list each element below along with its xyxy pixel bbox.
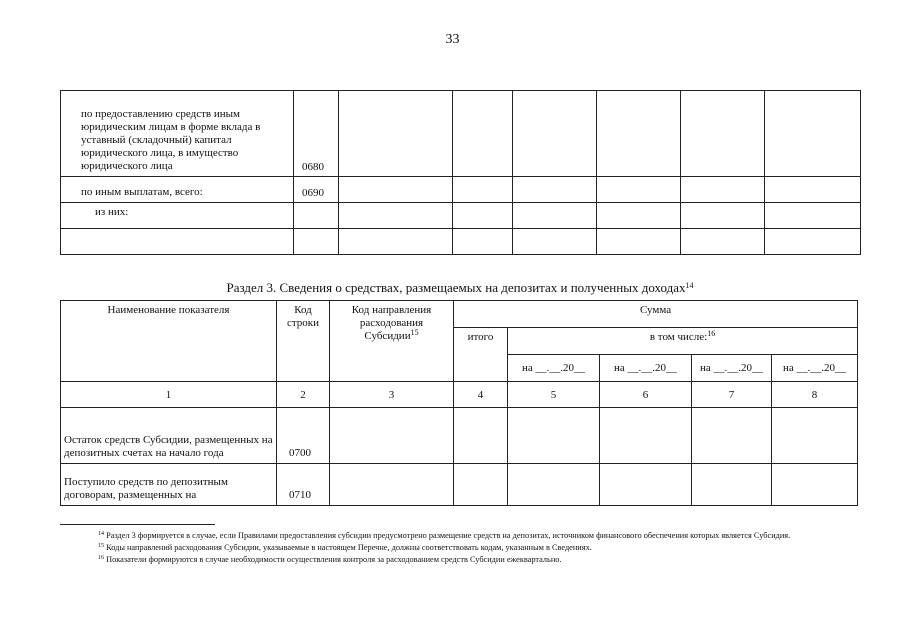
column-number: 6 [600,382,692,408]
footnote-ref: 14 [685,281,694,290]
row-label [61,229,294,255]
page-number: 33 [445,32,460,47]
column-number: 5 [508,382,600,408]
column-number: 3 [330,382,454,408]
row-code: 0680 [294,91,339,177]
header-row [61,301,858,328]
row-code [294,229,339,255]
footnote: $^{15}$ Коды направлений расходования Субсидии, указываемые в настоящем Перечне, должны соответствовать кодам, указанным в Сведениях. [98,543,592,552]
expenses-table-continuation [60,90,861,255]
column-number: 1 [61,382,277,408]
table-row [61,464,858,506]
row-code: 0690 [294,177,339,203]
row-label: по иным выплатам, всего: [61,177,294,203]
header-date: на __.__.20__ [772,355,858,382]
deposits-table [60,300,858,506]
footnote-ref: 16 [707,329,716,338]
table-row [61,408,858,464]
footnote: $^{14}$ Раздел 3 формируется в случае, если Правилами предоставления субсидии предусмотрено размещение средств на депозитах, источником финансового обеспечения которых является Субсидия. [98,531,791,540]
row-code: 0700 [277,408,330,464]
header-direction: Код направления расходования Субсидии$^{15}$ [330,301,454,382]
header-sum: Сумма [454,301,858,328]
section-title: Раздел 3. Сведения о средствах, размещаемых на депозитах и полученных доходах$^{14}$ [226,280,694,295]
column-numbers-row [61,382,858,408]
footnotes [60,530,858,566]
column-number: 2 [277,382,330,408]
row-label: по предоставлению средств иным юридическим лицам в форме вклада в уставный (складочный) капитал юридического лица, в имущество юридического лица [61,91,294,177]
footnote: $^{16}$ Показатели формируются в случае необходимости осуществления контроля за расходованием средств Субсидии ежеквартально. [98,555,562,564]
column-number: 4 [454,382,508,408]
header-including: в том числе:$^{16}$ [508,328,858,355]
header-name: Наименование показателя [61,301,277,382]
header-code: Код строки [277,301,330,382]
column-number: 7 [692,382,772,408]
row-label: из них: [61,203,294,229]
header-date: на __.__.20__ [600,355,692,382]
header-date: на __.__.20__ [692,355,772,382]
table-row [61,91,861,177]
row-label: Остаток средств Субсидии, размещенных на депозитных счетах на начало года [61,408,277,464]
footnote-ref: 15 [410,328,419,337]
header-date: на __.__.20__ [508,355,600,382]
footnote-separator [60,524,215,525]
row-label: Поступило средств по депозитным договорам, размещенных на [61,464,277,506]
row-code [294,203,339,229]
table-row [61,229,861,255]
row-code: 0710 [277,464,330,506]
header-total: итого [454,328,508,382]
column-number: 8 [772,382,858,408]
table-row [61,203,861,229]
table-row [61,177,861,203]
